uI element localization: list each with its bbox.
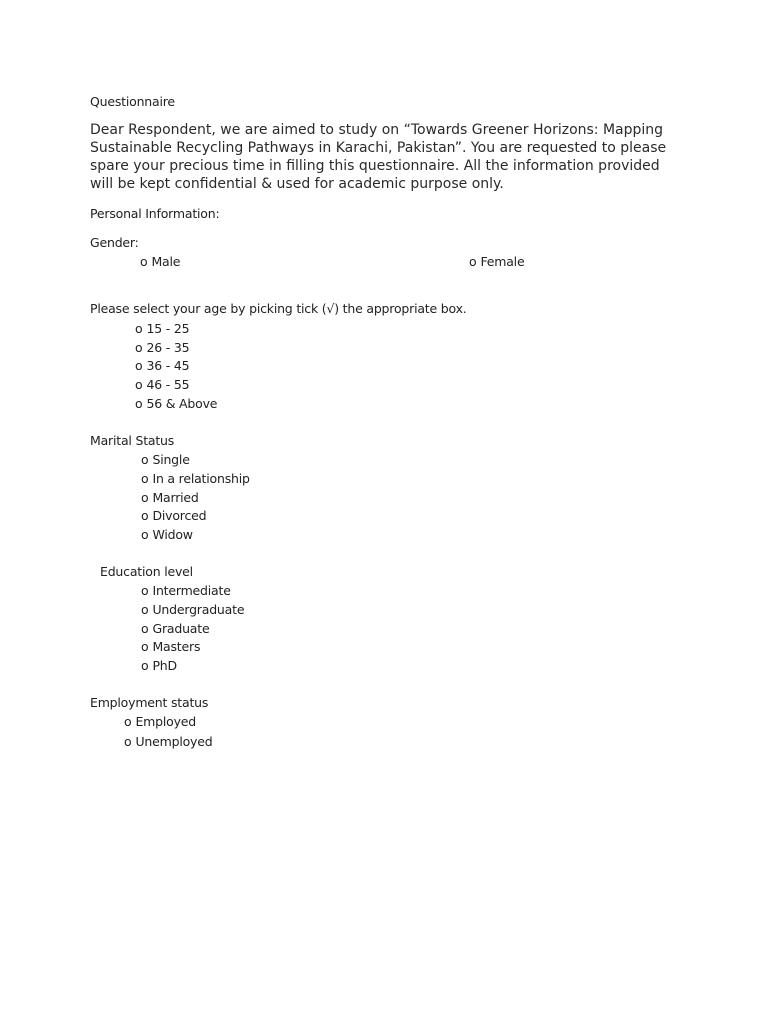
bullet-marker: o <box>135 358 143 373</box>
option-label: Intermediate <box>152 583 231 598</box>
bullet-marker: o <box>135 377 143 392</box>
bullet-marker: o <box>141 527 149 542</box>
option-label: Divorced <box>152 508 207 523</box>
education-option[interactable] <box>141 656 177 675</box>
education-option[interactable] <box>141 581 231 600</box>
personal-info-heading: Personal Information: <box>90 206 220 221</box>
gender-label: Gender: <box>90 235 139 250</box>
bullet-marker: o <box>140 254 148 269</box>
education-option[interactable] <box>141 619 209 638</box>
option-label: Widow <box>152 527 193 542</box>
document-title: Questionnaire <box>90 94 175 109</box>
bullet-marker: o <box>469 254 477 269</box>
option-label: Male <box>151 254 181 269</box>
intro-line: spare your precious time in filling this questionnaire. All the information provided <box>90 158 660 174</box>
option-label: Female <box>480 254 525 269</box>
option-label: 26 - 35 <box>146 340 190 355</box>
age-option[interactable] <box>135 375 189 394</box>
option-label: PhD <box>152 658 177 673</box>
bullet-marker: o <box>135 396 143 411</box>
age-option[interactable] <box>135 394 217 413</box>
bullet-marker: o <box>135 340 143 355</box>
option-label: Single <box>152 452 190 467</box>
bullet-marker: o <box>141 471 149 486</box>
option-label: Masters <box>152 639 201 654</box>
bullet-marker: o <box>124 714 132 729</box>
option-label: 15 - 25 <box>146 321 190 336</box>
option-label: Married <box>152 490 199 505</box>
employment-label: Employment status <box>90 695 209 710</box>
bullet-marker: o <box>141 508 149 523</box>
intro-line: Sustainable Recycling Pathways in Karachi, Pakistan”. You are requested to please <box>90 140 667 156</box>
intro-line: will be kept confidential & used for academic purpose only. <box>90 176 504 192</box>
bullet-marker: o <box>141 583 149 598</box>
bullet-marker: o <box>141 452 149 467</box>
age-label: Please select your age by picking tick (√) the appropriate box. <box>90 301 467 316</box>
education-label: Education level <box>100 564 193 579</box>
education-option[interactable] <box>141 600 244 619</box>
option-label: 56 & Above <box>146 396 218 411</box>
marital-option[interactable] <box>141 469 250 488</box>
gender-option-male[interactable] <box>140 252 180 271</box>
bullet-marker: o <box>141 602 149 617</box>
bullet-marker: o <box>135 321 143 336</box>
age-option[interactable] <box>135 338 189 357</box>
option-label: 36 - 45 <box>146 358 190 373</box>
age-option[interactable] <box>135 319 189 338</box>
marital-option[interactable] <box>141 506 206 525</box>
bullet-marker: o <box>141 490 149 505</box>
option-label: Unemployed <box>135 734 213 749</box>
option-label: In a relationship <box>152 471 250 486</box>
bullet-marker: o <box>124 734 132 749</box>
option-label: Employed <box>135 714 197 729</box>
gender-option-female[interactable] <box>469 252 524 271</box>
marital-label: Marital Status <box>90 433 175 448</box>
education-option[interactable] <box>141 637 200 656</box>
bullet-marker: o <box>141 658 149 673</box>
bullet-marker: o <box>141 621 149 636</box>
option-label: 46 - 55 <box>146 377 190 392</box>
option-label: Undergraduate <box>152 602 245 617</box>
option-label: Graduate <box>152 621 210 636</box>
intro-paragraph <box>90 121 680 193</box>
age-option[interactable] <box>135 356 189 375</box>
bullet-marker: o <box>141 639 149 654</box>
intro-line: Dear Respondent, we are aimed to study on “Towards Greener Horizons: Mapping <box>90 122 664 138</box>
marital-option[interactable] <box>141 488 199 507</box>
employment-option[interactable] <box>124 732 212 751</box>
employment-option[interactable] <box>124 712 196 731</box>
marital-option[interactable] <box>141 450 190 469</box>
marital-option[interactable] <box>141 525 193 544</box>
